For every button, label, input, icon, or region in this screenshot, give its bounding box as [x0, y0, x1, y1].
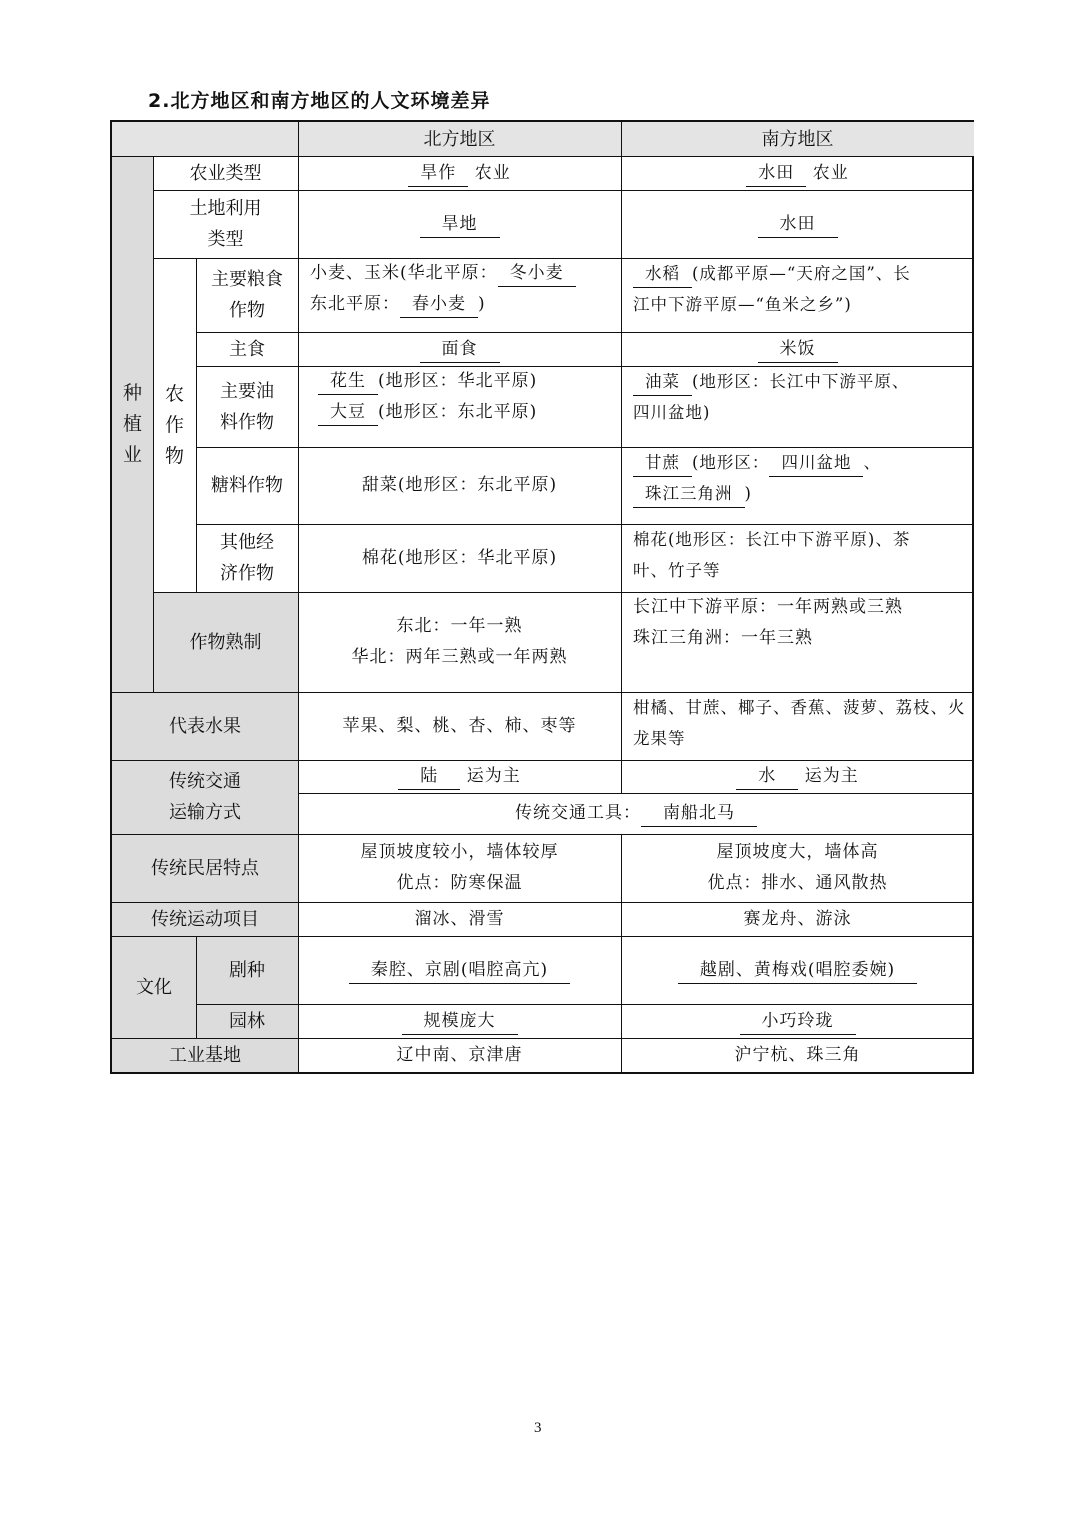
south-nongye-type: 水田 农业	[621, 156, 974, 190]
label-garden: 园林	[196, 1004, 298, 1038]
north-transport: 陆 运为主	[298, 760, 621, 793]
comparison-table	[110, 120, 974, 1074]
label-zhongzhiye: 种 植 业	[112, 156, 153, 692]
label-other-econ: 其他经 济作物	[220, 532, 274, 584]
south-grain: 水稻 (成都平原—“天府之国”、长 江中下游平原—“鱼米之乡”)	[621, 258, 974, 332]
north-sugar: 甜菜(地形区：东北平原)	[361, 475, 558, 495]
north-industry: 辽中南、京津唐	[396, 1044, 523, 1065]
grid-line	[112, 834, 974, 835]
label-sugar: 糖料作物	[211, 475, 283, 496]
south-transport: 水 运为主	[621, 760, 974, 793]
grid-line	[112, 936, 974, 937]
grid-line	[621, 834, 622, 1072]
header-blank	[112, 122, 298, 156]
south-land-use: 水田	[621, 190, 974, 258]
section-title: 2.北方地区和南方地区的人文环境差异	[148, 90, 491, 112]
south-sugar: 甘蔗 (地形区： 四川盆地 、 珠江三角洲 )	[621, 447, 974, 524]
north-garden: 规模庞大	[298, 1004, 621, 1038]
label-fruit: 代表水果	[112, 692, 298, 760]
grid-line	[153, 592, 974, 593]
grid-line	[298, 793, 974, 794]
north-land-use: 旱地	[298, 190, 621, 258]
grid-line	[153, 258, 974, 259]
page-number: 3	[534, 1420, 542, 1436]
grid-line	[196, 524, 974, 525]
north-maturity: 东北：一年一熟 华北：两年三熟或一年两熟	[351, 616, 568, 667]
north-oil: 花生 (地形区：华北平原) 大豆 (地形区：东北平原)	[298, 366, 621, 447]
label-sports: 传统运动项目	[112, 902, 298, 936]
north-sports: 溜冰、滑雪	[414, 908, 505, 929]
south-other-econ: 棉花(地形区：长江中下游平原)、茶 叶、竹子等	[633, 530, 911, 580]
south-industry: 沪宁杭、珠三角	[734, 1044, 861, 1065]
grid-line	[196, 447, 974, 448]
label-nongye-type: 农业类型	[189, 162, 262, 184]
north-opera: 秦腔、京剧(唱腔高亢)	[298, 936, 621, 1004]
label-grain: 主要粮食 作物	[211, 269, 283, 321]
label-maturity: 作物熟制	[153, 592, 298, 692]
grid-line	[153, 156, 154, 692]
transport-tools: 传统交通工具： 南船北马	[298, 793, 974, 834]
grid-line	[112, 1038, 974, 1039]
south-housing: 屋顶坡度大，墙体高 优点：排水、通风散热	[707, 842, 888, 893]
grid-line	[196, 936, 197, 1038]
grid-line	[112, 902, 974, 903]
grid-line	[196, 258, 197, 592]
south-maturity: 长江中下游平原：一年两熟或三熟 珠江三角洲：一年三熟	[633, 597, 903, 648]
grid-line	[153, 190, 974, 191]
grid-line	[196, 1004, 974, 1005]
label-industry: 工业基地	[112, 1038, 298, 1072]
grid-line	[112, 760, 974, 761]
label-oil: 主要油 料作物	[220, 380, 274, 433]
north-housing: 屋顶坡度较小，墙体较厚 优点：防寒保温	[360, 842, 559, 893]
grid-line	[196, 366, 974, 367]
north-fruit: 苹果、梨、桃、杏、柿、枣等	[342, 715, 577, 736]
grid-line	[112, 692, 974, 693]
label-transport: 传统交通 运输方式	[112, 760, 298, 834]
north-other-econ: 棉花(地形区：华北平原)	[361, 547, 558, 568]
label-land-use: 土地利用 类型	[189, 198, 262, 250]
south-opera: 越剧、黄梅戏(唱腔委婉)	[621, 936, 974, 1004]
grid-line	[112, 156, 974, 157]
label-culture: 文化	[112, 936, 196, 1038]
grid-line	[196, 332, 974, 333]
south-staple: 米饭	[621, 332, 974, 366]
label-nongzuowu: 农 作 物	[164, 382, 184, 467]
south-garden: 小巧玲珑	[621, 1004, 974, 1038]
header-south: 南方地区	[621, 122, 974, 156]
grid-line	[298, 122, 299, 1072]
north-grain: 小麦、玉米(华北平原： 冬小麦 东北平原： 春小麦 )	[298, 258, 621, 332]
north-staple: 面食	[298, 332, 621, 366]
label-opera: 剧种	[196, 936, 298, 1004]
label-housing: 传统民居特点	[112, 834, 298, 902]
south-sports: 赛龙舟、游泳	[743, 908, 852, 929]
label-staple: 主食	[229, 338, 265, 360]
south-oil: 油菜 (地形区：长江中下游平原、 四川盆地)	[621, 366, 974, 447]
header-north: 北方地区	[298, 122, 621, 156]
north-nongye-type: 旱作 农业	[298, 156, 621, 190]
south-fruit: 柑橘、甘蔗、椰子、香蕉、菠萝、荔枝、火 龙果等	[633, 698, 966, 748]
